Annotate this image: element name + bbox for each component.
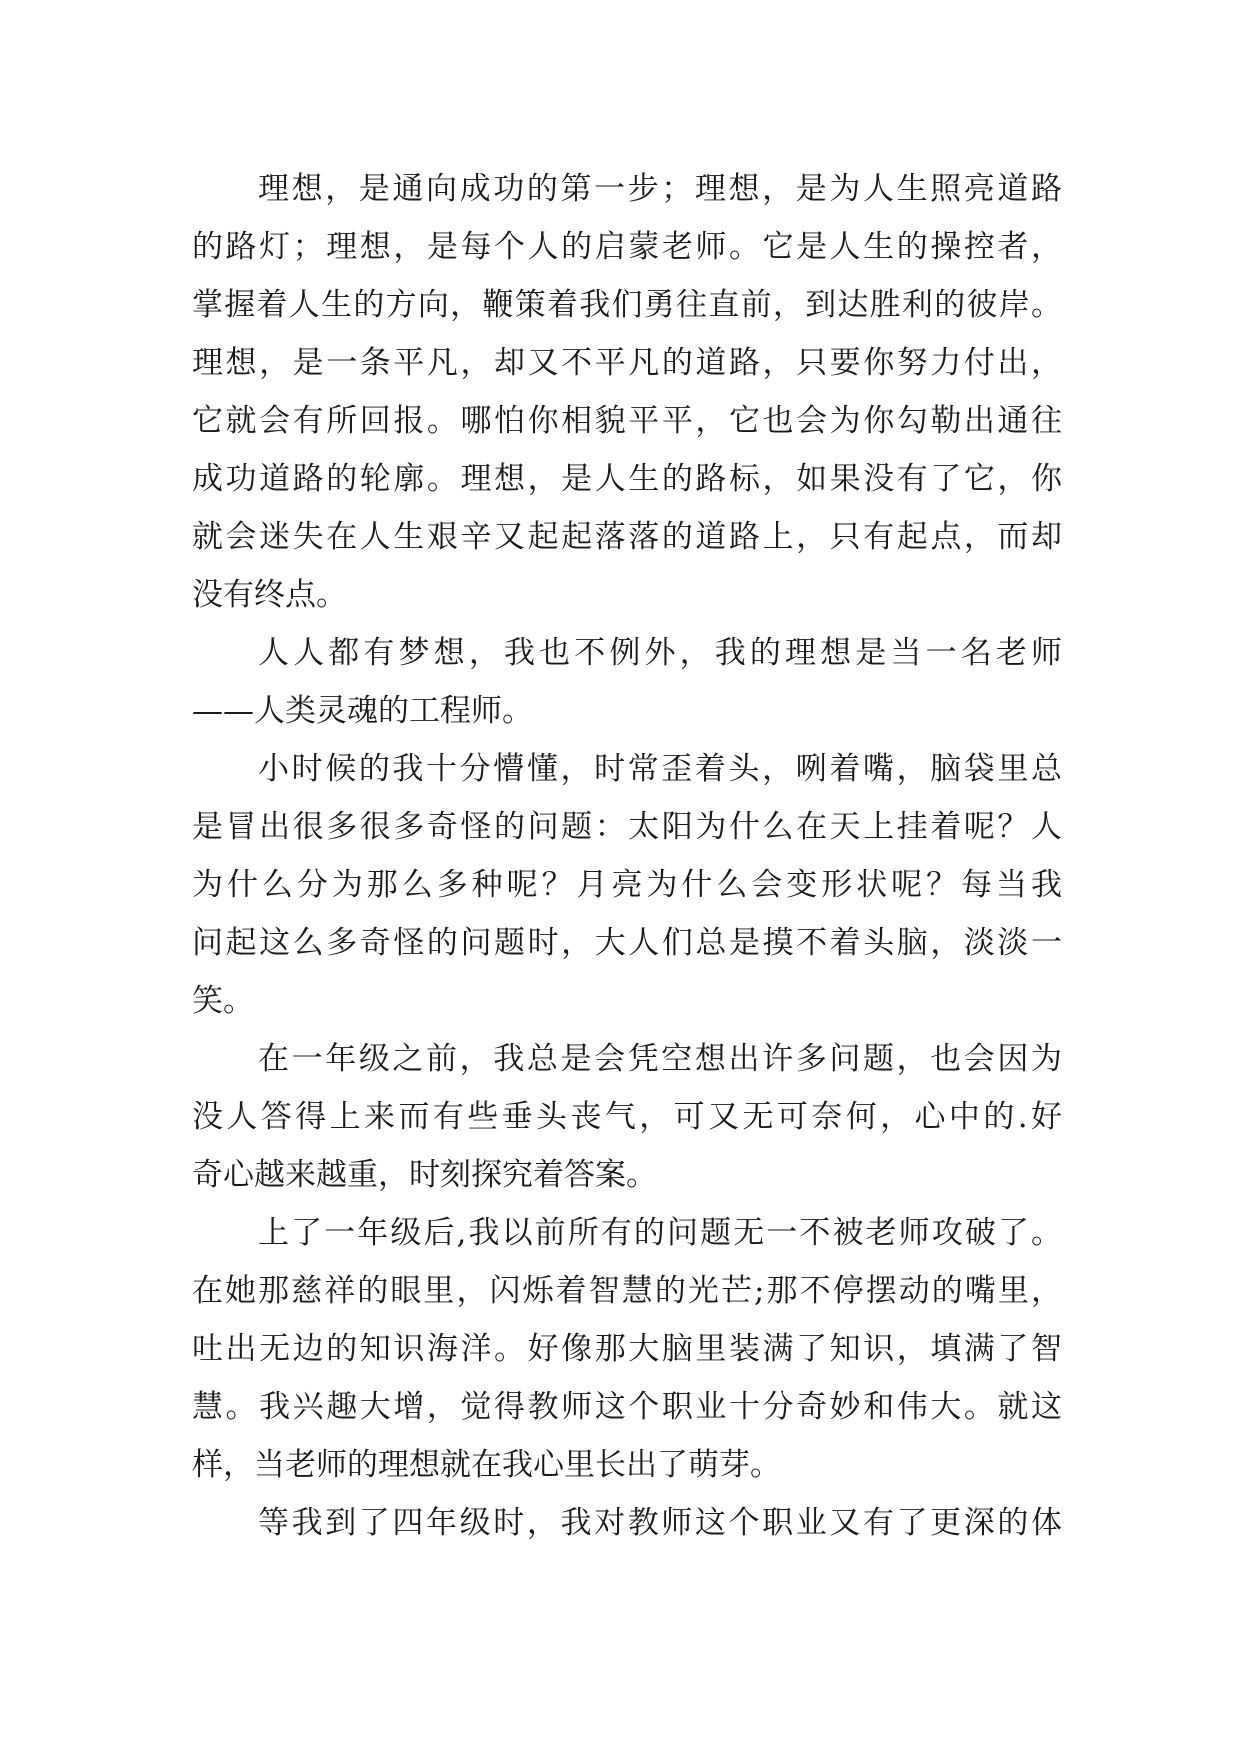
text-line: ——人类灵魂的工程师。 — [192, 693, 533, 729]
text-line: 成功道路的轮廓。理想，是人生的路标，如果没有了它，你 — [192, 461, 1062, 497]
text-line: 的路灯；理想，是每个人的启蒙老师。它是人生的操控者， — [192, 229, 1062, 265]
text-line: 人人都有梦想，我也不例外，我的理想是当一名老师 — [258, 635, 1062, 671]
text-line: 等我到了四年级时，我对教师这个职业又有了更深的体 — [258, 1505, 1062, 1541]
text-line: 就会迷失在人生艰辛又起起落落的道路上，只有起点，而却 — [192, 519, 1062, 555]
text-line: 在她那慈祥的眼里，闪烁着智慧的光芒;那不停摆动的嘴里， — [192, 1273, 1062, 1309]
text-line: 小时候的我十分懵懂，时常歪着头，咧着嘴，脑袋里总 — [258, 751, 1062, 787]
text-line: 在一年级之前，我总是会凭空想出许多问题，也会因为 — [258, 1041, 1062, 1077]
text-line: 没人答得上来而有些垂头丧气，可又无可奈何，心中的.好 — [192, 1099, 1062, 1135]
paragraph-2 — [192, 624, 1062, 740]
text-line: 理想，是通向成功的第一步；理想，是为人生照亮道路 — [258, 171, 1062, 207]
text-line: 样，当老师的理想就在我心里长出了萌芽。 — [192, 1447, 781, 1483]
paragraph-4 — [192, 1030, 1062, 1204]
text-line: 问起这么多奇怪的问题时，大人们总是摸不着头脑，淡淡一 — [192, 925, 1062, 961]
text-line: 为什么分为那么多种呢？月亮为什么会变形状呢？每当我 — [192, 867, 1062, 903]
text-line: 没有终点。 — [192, 577, 347, 613]
paragraph-6 — [192, 1494, 1062, 1552]
text-line: 吐出无边的知识海洋。好像那大脑里装满了知识，填满了智 — [192, 1331, 1062, 1367]
text-line: 理想，是一条平凡，却又不平凡的道路，只要你努力付出， — [192, 345, 1062, 381]
text-line: 慧。我兴趣大增，觉得教师这个职业十分奇妙和伟大。就这 — [192, 1389, 1062, 1425]
text-line: 上了一年级后,我以前所有的问题无一不被老师攻破了。 — [258, 1215, 1062, 1251]
text-line: 它就会有所回报。哪怕你相貌平平，它也会为你勾勒出通往 — [192, 403, 1062, 439]
paragraph-1 — [192, 160, 1062, 624]
paragraph-3 — [192, 740, 1062, 1030]
text-line: 笑。 — [192, 983, 254, 1019]
essay-body — [192, 160, 1062, 1552]
text-line: 奇心越来越重，时刻探究着答案。 — [192, 1157, 657, 1193]
paragraph-5 — [192, 1204, 1062, 1494]
text-line: 掌握着人生的方向，鞭策着我们勇往直前，到达胜利的彼岸。 — [192, 287, 1062, 323]
text-line: 是冒出很多很多奇怪的问题：太阳为什么在天上挂着呢？人 — [192, 809, 1062, 845]
